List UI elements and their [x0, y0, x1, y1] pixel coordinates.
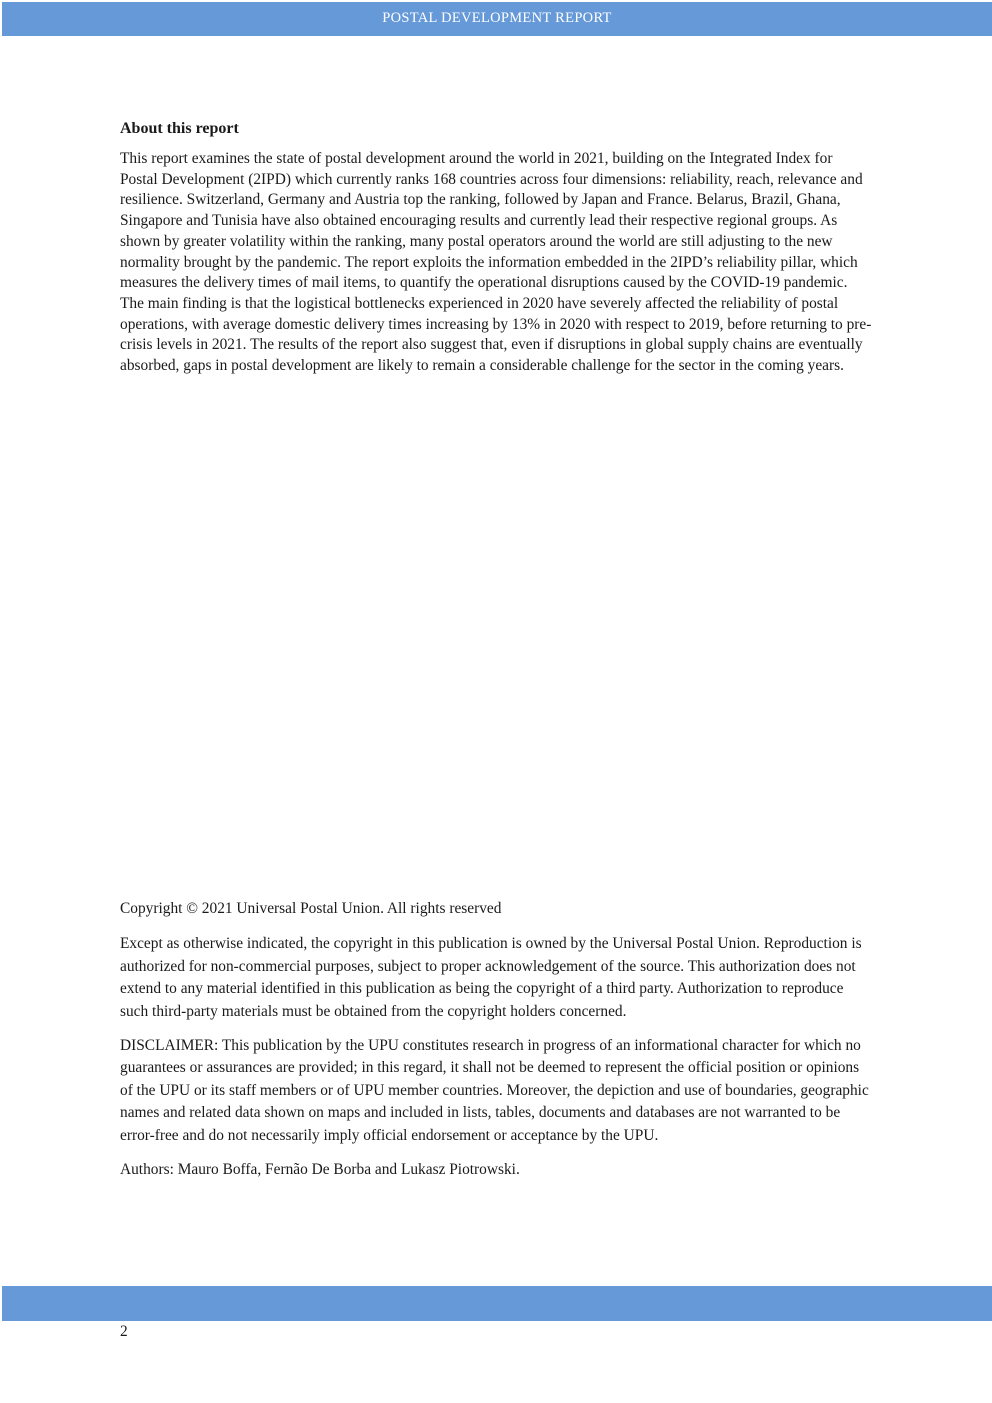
header-title: POSTAL DEVELOPMENT REPORT	[382, 10, 612, 26]
about-section	[120, 118, 872, 377]
about-body: This report examines the state of postal development around the world in 2021, building on the Integrated Index for Postal Development (2IPD) which currently ranks 168 countries across four dimensions: reliability, reach, relevance and resilience. Switzerland, Germany and Austria top the ranking, followed by Japan and France. Belarus, Brazil, Ghana, Singapore and Tunisia have also obtained encouraging results and currently lead their respective regional groups. As shown by greater volatility within the ranking, many postal operators around the world are still adjusting to the new normality brought by the pandemic. The report exploits the information embedded in the 2IPD’s reliability pillar, which measures the delivery times of mail items, to quantify the operational disruptions caused by the COVID-19 pandemic. The main finding is that the logistical bottlenecks experienced in 2020 have severely affected the reliability of postal operations, with average domestic delivery times increasing by 13% in 2020 with respect to 2019, before returning to pre-crisis levels in 2021. The results of the report also suggest that, even if disruptions in global supply chains are eventually absorbed, gaps in postal development are likely to remain a considerable challenge for the sector in the coming years.	[120, 150, 872, 375]
disclaimer: DISCLAIMER: This publication by the UPU constitutes research in progress of an informational character for which no guarantees or assurances are provided; in this regard, it shall not be deemed to represent the official position or opinions of the UPU or its staff members or of UPU member countries. Moreover, the depiction and use of boundaries, geographic names and related data shown on maps and included in lists, tables, documents and databases are not warranted to be error-free and do not necessarily imply official endorsement or acceptance by the UPU.	[120, 1037, 869, 1144]
page-number: 2	[120, 1323, 128, 1340]
footer-bar	[2, 1286, 992, 1321]
authors: Authors: Mauro Boffa, Fernão De Borba and Lukasz Piotrowski.	[120, 1161, 520, 1179]
copyright-notice: Copyright © 2021 Universal Postal Union. All rights reserved	[120, 900, 502, 917]
running-header	[2, 2, 992, 36]
about-heading: About this report	[120, 120, 239, 137]
legal-section	[120, 898, 872, 1193]
reproduction-notice: Except as otherwise indicated, the copyright in this publication is owned by the Universal Postal Union. Reproduction is authorized for non-commercial purposes, subject to proper acknowledgement of the source. This authorization does not extend to any material identified in this publication as being the copyright of a third party. Authorization to reproduce such third-party materials must be obtained from the copyright holders concerned.	[120, 935, 862, 1020]
